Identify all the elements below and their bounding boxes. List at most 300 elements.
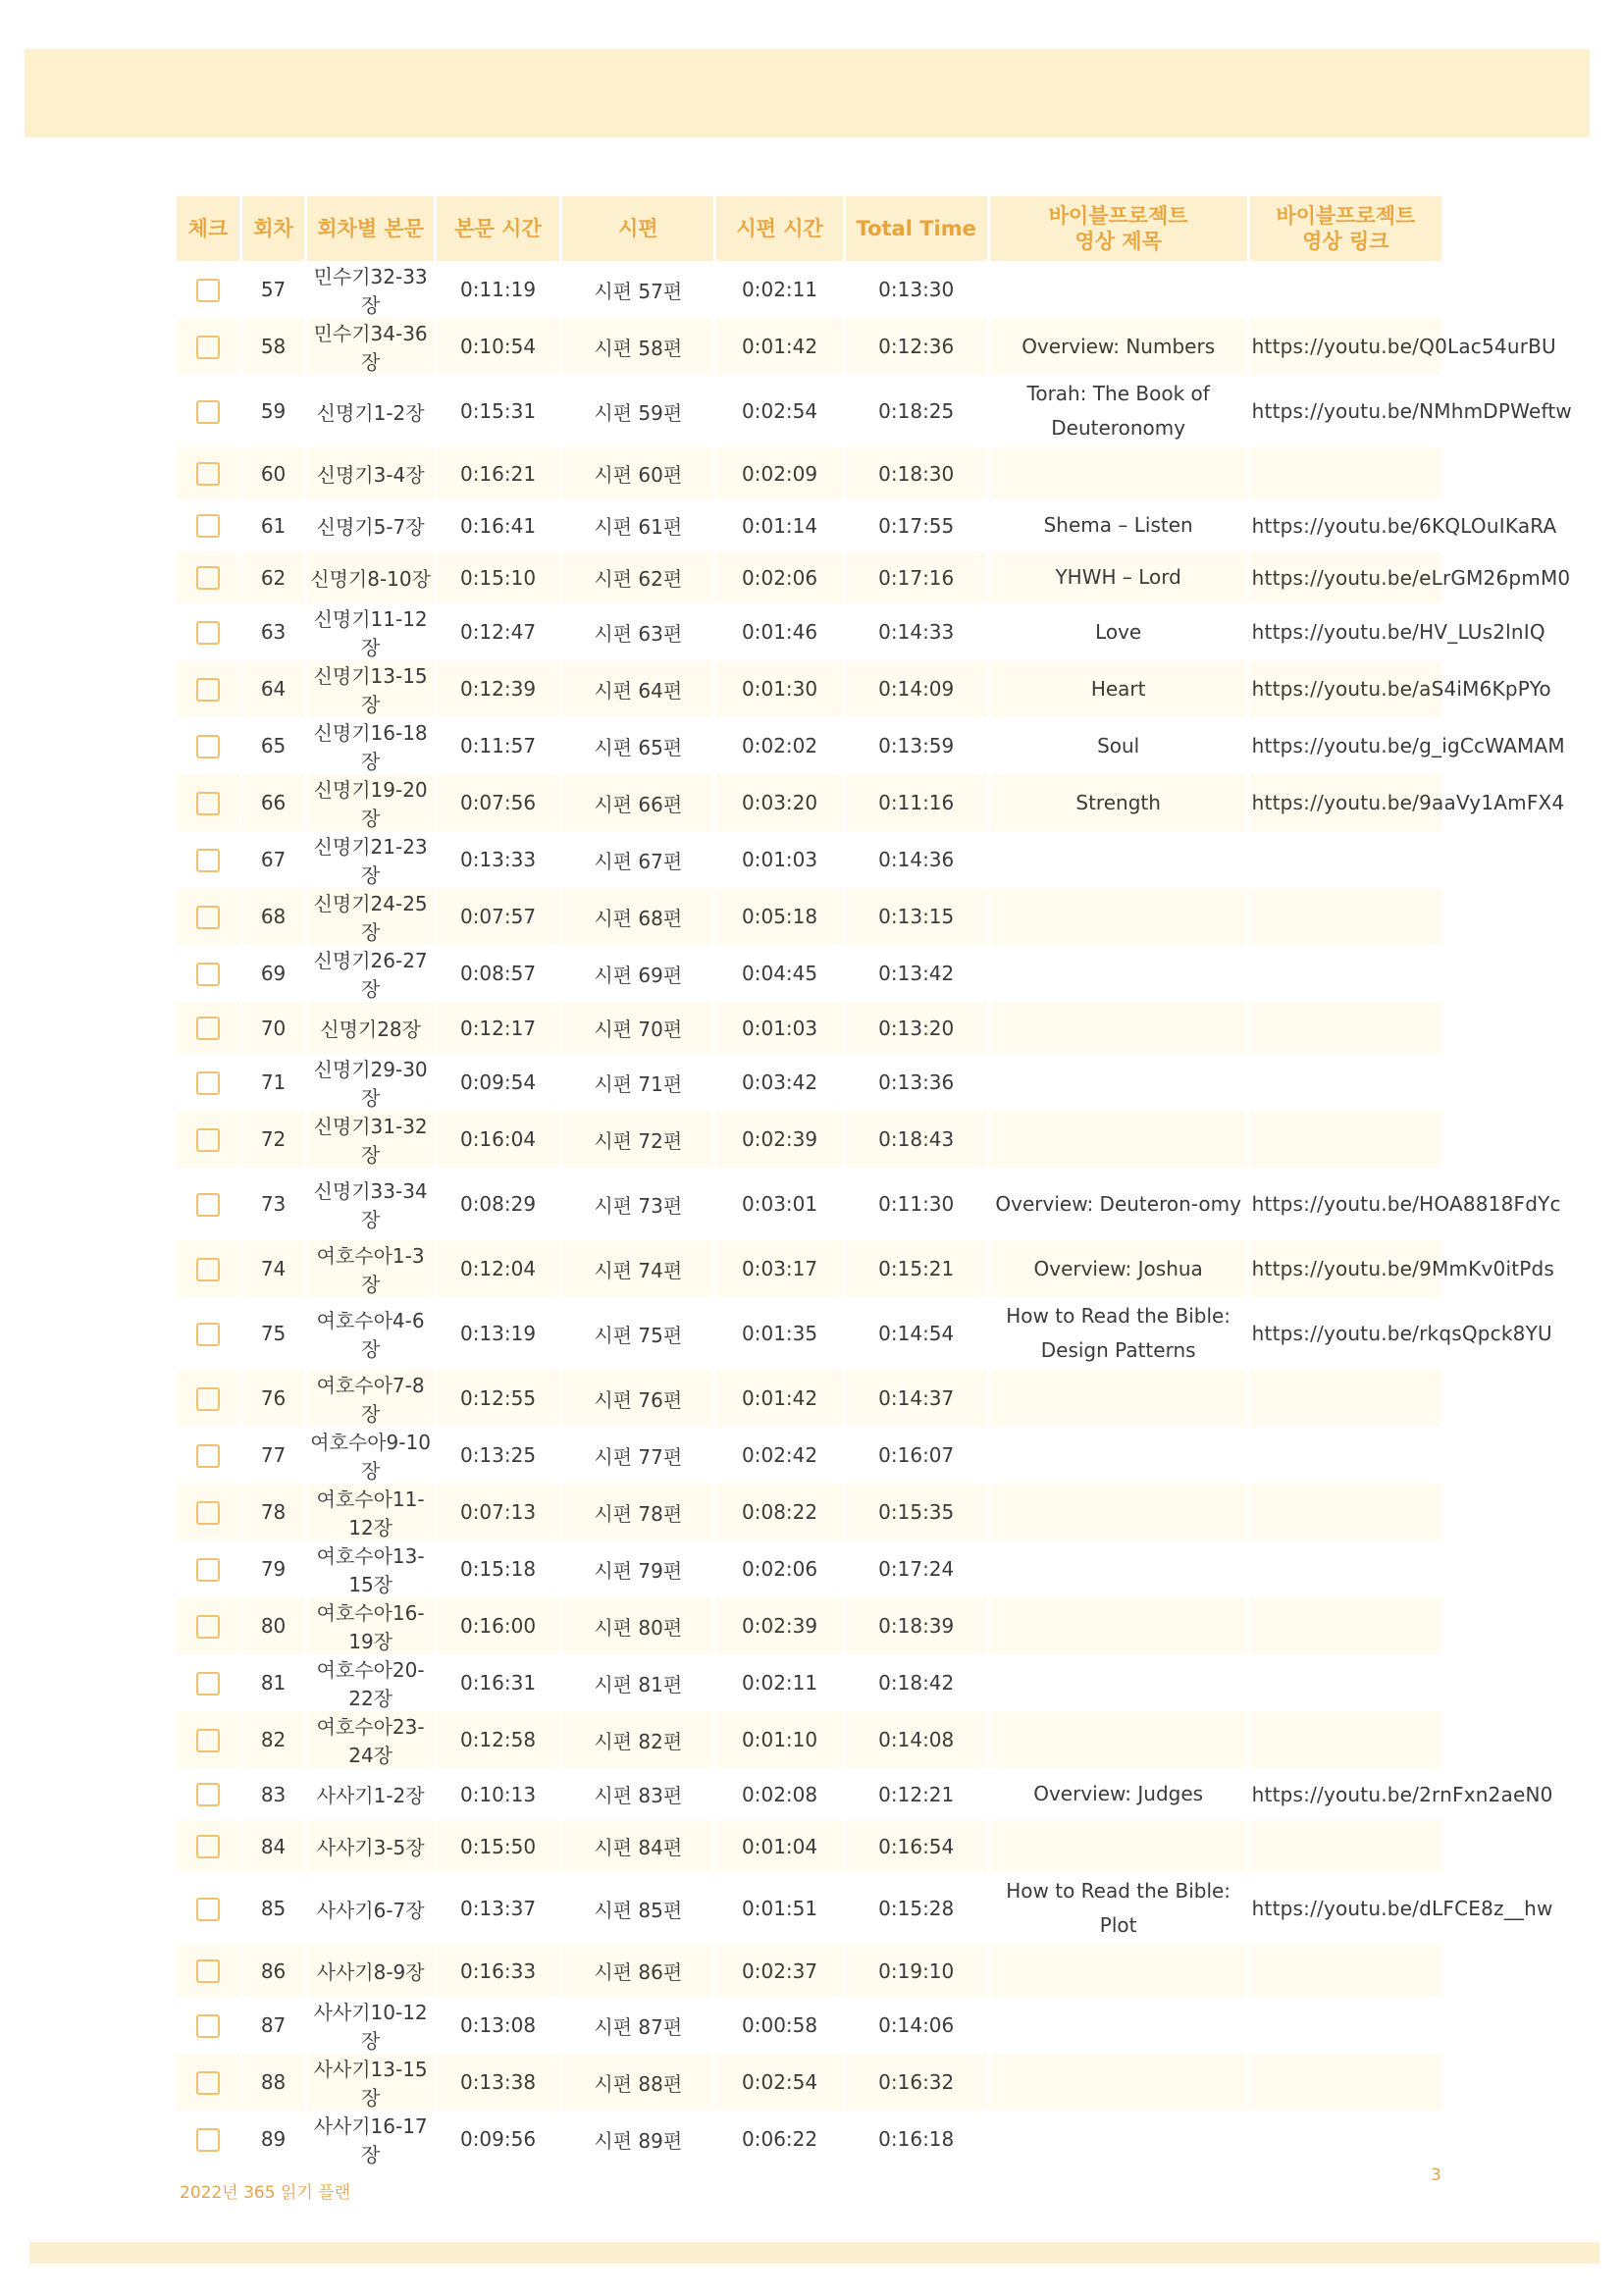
psalm-time-cell: 0:02:54 bbox=[742, 399, 818, 423]
video-link-cell[interactable]: https://youtu.be/rkqsQpck8YU bbox=[1251, 1322, 1552, 1345]
video-title-cell: Overview: Judges bbox=[1033, 1782, 1204, 1805]
psalm-time-cell: 0:01:42 bbox=[716, 1370, 842, 1427]
passage-time-cell: 0:07:57 bbox=[437, 888, 559, 945]
video-link-cell[interactable]: https://youtu.be/2rnFxn2aeN0 bbox=[1251, 1782, 1553, 1806]
header-psalm: 시편 bbox=[562, 196, 713, 261]
passage-time-cell: 0:16:31 bbox=[459, 1671, 537, 1695]
checkbox[interactable] bbox=[196, 400, 220, 424]
passage-cell: 신명기11-12장 bbox=[313, 607, 428, 659]
psalm-time-cell: 0:01:03 bbox=[742, 848, 818, 871]
passage-time-cell: 0:13:38 bbox=[437, 2054, 559, 2111]
psalm-cell: 시편 83편 bbox=[594, 1784, 683, 1807]
psalm-time-cell: 0:02:09 bbox=[716, 447, 842, 499]
passage-cell: 신명기13-15장 bbox=[307, 660, 433, 717]
table-row bbox=[177, 1654, 1441, 1711]
check-cell bbox=[177, 318, 239, 375]
psalm-cell: 시편 61편 bbox=[594, 515, 683, 539]
check-cell bbox=[177, 1054, 239, 1111]
total-time-cell: 0:13:36 bbox=[878, 1070, 955, 1094]
checkbox[interactable] bbox=[196, 1128, 220, 1152]
psalm-cell: 시편 59편 bbox=[594, 400, 683, 425]
video-link-cell[interactable] bbox=[1250, 1597, 1441, 1654]
video-title-cell: Soul bbox=[1097, 733, 1140, 757]
psalm-time-cell: 0:03:17 bbox=[716, 1240, 842, 1297]
check-cell bbox=[177, 1002, 239, 1054]
table-row bbox=[177, 499, 1441, 551]
video-title-cell: How to Read the Bible: Design Patterns bbox=[1006, 1304, 1231, 1362]
video-link-cell[interactable] bbox=[1250, 1945, 1441, 1997]
passage-cell: 신명기26-27장 bbox=[313, 949, 428, 1001]
table-row bbox=[177, 1484, 1441, 1540]
table-body bbox=[177, 261, 1572, 2167]
check-cell bbox=[177, 1997, 239, 2054]
total-time-cell: 0:17:24 bbox=[878, 1557, 955, 1581]
psalm-time-cell: 0:01:51 bbox=[742, 1897, 818, 1920]
header-video-link: 바이블프로젝트 영상 링크 bbox=[1250, 196, 1441, 261]
total-time-cell: 0:16:32 bbox=[846, 2054, 987, 2111]
check-cell bbox=[177, 1370, 239, 1427]
checkbox[interactable] bbox=[196, 2071, 220, 2095]
passage-time-cell: 0:16:21 bbox=[437, 447, 559, 499]
checkbox[interactable] bbox=[196, 2128, 220, 2152]
passage-time-cell: 0:12:39 bbox=[437, 660, 559, 717]
checkbox[interactable] bbox=[196, 792, 220, 815]
header-session: 회차 bbox=[242, 196, 305, 261]
total-time-cell: 0:14:06 bbox=[878, 2013, 955, 2037]
header-passage: 회차별 본문 bbox=[307, 196, 433, 261]
table-row bbox=[177, 1711, 1441, 1768]
session-number: 62 bbox=[242, 551, 305, 603]
check-cell bbox=[177, 1168, 239, 1240]
passage-time-cell: 0:16:04 bbox=[437, 1111, 559, 1168]
video-link-cell[interactable]: https://youtu.be/Q0Lac54urBU bbox=[1250, 318, 1441, 375]
psalm-cell: 시편 86편 bbox=[562, 1945, 713, 1997]
checkbox[interactable] bbox=[196, 1323, 220, 1346]
video-link-cell[interactable]: https://youtu.be/6KQLOuIKaRA bbox=[1251, 513, 1557, 538]
total-time-cell: 0:15:28 bbox=[878, 1897, 955, 1920]
check-cell bbox=[177, 831, 239, 888]
passage-time-cell: 0:08:29 bbox=[459, 1192, 537, 1216]
psalm-cell: 시편 87편 bbox=[594, 2014, 683, 2039]
psalm-cell: 시편 82편 bbox=[562, 1711, 713, 1768]
total-time-cell: 0:15:21 bbox=[846, 1240, 987, 1297]
check-cell bbox=[177, 1540, 239, 1597]
checkbox[interactable] bbox=[196, 1672, 220, 1696]
check-cell bbox=[177, 261, 239, 318]
psalm-time-cell: 0:00:58 bbox=[742, 2013, 818, 2037]
psalm-cell: 시편 62편 bbox=[562, 551, 713, 603]
session-number: 60 bbox=[242, 447, 305, 499]
table-row bbox=[177, 717, 1441, 774]
video-title-cell bbox=[990, 1484, 1247, 1540]
psalm-time-cell: 0:01:30 bbox=[716, 660, 842, 717]
total-time-cell: 0:18:25 bbox=[878, 399, 955, 423]
total-time-cell: 0:13:30 bbox=[878, 278, 955, 301]
session-number: 83 bbox=[260, 1782, 287, 1806]
session-number: 69 bbox=[260, 962, 287, 985]
psalm-cell: 시편 72편 bbox=[562, 1111, 713, 1168]
total-time-cell: 0:12:36 bbox=[846, 318, 987, 375]
video-title-cell bbox=[990, 1945, 1247, 1997]
check-cell bbox=[177, 603, 239, 660]
video-link-cell[interactable] bbox=[1250, 888, 1441, 945]
passage-time-cell: 0:12:58 bbox=[437, 1711, 559, 1768]
psalm-time-cell: 0:02:06 bbox=[716, 551, 842, 603]
video-link-cell[interactable]: https://youtu.be/HOA8818FdYc bbox=[1251, 1192, 1561, 1216]
passage-time-cell: 0:07:56 bbox=[437, 774, 559, 831]
passage-time-cell: 0:07:13 bbox=[437, 1484, 559, 1540]
table-row bbox=[177, 1002, 1441, 1054]
video-link-cell[interactable] bbox=[1250, 1427, 1441, 1484]
table-row bbox=[177, 1370, 1441, 1427]
psalm-time-cell: 0:05:18 bbox=[716, 888, 842, 945]
session-number: 57 bbox=[260, 278, 287, 301]
checkbox[interactable] bbox=[196, 1729, 220, 1752]
video-title-cell: YHWH – Lord bbox=[990, 551, 1247, 603]
passage-time-cell: 0:15:50 bbox=[437, 1820, 559, 1872]
checkbox[interactable] bbox=[196, 2014, 220, 2038]
psalm-time-cell: 0:02:39 bbox=[716, 1111, 842, 1168]
passage-time-cell: 0:08:57 bbox=[459, 962, 537, 985]
passage-time-cell: 0:16:00 bbox=[437, 1597, 559, 1654]
video-title-cell bbox=[990, 1002, 1247, 1054]
psalm-time-cell: 0:08:22 bbox=[716, 1484, 842, 1540]
video-title-cell bbox=[990, 1540, 1247, 1597]
session-number: 71 bbox=[260, 1070, 287, 1094]
video-title-cell bbox=[990, 1654, 1247, 1711]
checkbox[interactable] bbox=[196, 1258, 220, 1281]
video-title-cell bbox=[990, 1427, 1247, 1484]
session-number: 61 bbox=[260, 513, 287, 538]
total-time-cell: 0:18:30 bbox=[846, 447, 987, 499]
psalm-time-cell: 0:04:45 bbox=[742, 962, 818, 985]
video-link-cell[interactable] bbox=[1250, 1654, 1441, 1711]
video-link-cell[interactable] bbox=[1250, 1820, 1441, 1872]
total-time-cell: 0:13:42 bbox=[878, 962, 955, 985]
checkbox[interactable] bbox=[196, 1387, 220, 1411]
psalm-time-cell: 0:03:42 bbox=[742, 1070, 818, 1094]
checkbox[interactable] bbox=[196, 462, 220, 486]
video-link-cell[interactable] bbox=[1250, 1997, 1441, 2054]
video-title-cell bbox=[990, 447, 1247, 499]
video-title-cell bbox=[990, 2111, 1247, 2167]
passage-cell: 민수기34-36장 bbox=[307, 318, 433, 375]
psalm-time-cell: 0:02:37 bbox=[716, 1945, 842, 1997]
video-link-cell[interactable] bbox=[1250, 2054, 1441, 2111]
psalm-cell: 시편 57편 bbox=[594, 279, 683, 303]
checkbox[interactable] bbox=[196, 1017, 220, 1040]
total-time-cell: 0:13:15 bbox=[846, 888, 987, 945]
video-link-cell[interactable]: https://youtu.be/9MmKv0itPds bbox=[1250, 1240, 1441, 1297]
video-link-cell[interactable]: https://youtu.be/HV_LUs2lnIQ bbox=[1251, 620, 1545, 644]
video-title-cell: Torah: The Book of Deuteronomy bbox=[1026, 382, 1210, 440]
psalm-cell: 시편 79편 bbox=[594, 1558, 683, 1583]
session-number: 88 bbox=[242, 2054, 305, 2111]
psalm-cell: 시편 71편 bbox=[594, 1071, 683, 1096]
video-title-cell bbox=[990, 2054, 1247, 2111]
table-row bbox=[177, 1597, 1441, 1654]
table-row bbox=[177, 1945, 1441, 1997]
header-psalm-time: 시편 시간 bbox=[716, 196, 842, 261]
session-number: 73 bbox=[260, 1192, 287, 1216]
video-title-cell: Overview: Deuteron-omy bbox=[995, 1191, 1241, 1216]
psalm-cell: 시편 58편 bbox=[562, 318, 713, 375]
psalm-time-cell: 0:02:06 bbox=[742, 1557, 818, 1581]
passage-time-cell: 0:09:56 bbox=[459, 2127, 537, 2151]
check-cell bbox=[177, 774, 239, 831]
total-time-cell: 0:11:30 bbox=[878, 1192, 955, 1216]
video-link-cell[interactable] bbox=[1250, 1540, 1441, 1597]
check-cell bbox=[177, 2054, 239, 2111]
video-link-cell[interactable] bbox=[1250, 2111, 1441, 2167]
passage-time-cell: 0:16:33 bbox=[437, 1945, 559, 1997]
video-title-cell bbox=[990, 1111, 1247, 1168]
video-title-cell bbox=[990, 261, 1247, 318]
passage-cell: 여호수아9-10장 bbox=[310, 1431, 431, 1483]
checkbox[interactable] bbox=[196, 906, 220, 929]
session-number: 59 bbox=[260, 399, 287, 423]
session-number: 81 bbox=[260, 1671, 287, 1695]
table-row bbox=[177, 1111, 1441, 1168]
passage-time-cell: 0:12:55 bbox=[437, 1370, 559, 1427]
checkbox[interactable] bbox=[196, 1615, 220, 1639]
session-number: 67 bbox=[260, 848, 287, 871]
video-link-cell[interactable] bbox=[1250, 945, 1441, 1002]
passage-cell: 신명기33-34장 bbox=[313, 1179, 428, 1231]
check-cell bbox=[177, 1768, 239, 1820]
checkbox[interactable] bbox=[196, 735, 220, 758]
passage-cell: 민수기32-33장 bbox=[313, 265, 428, 317]
video-title-cell bbox=[990, 1820, 1247, 1872]
checkbox[interactable] bbox=[196, 1959, 220, 1983]
psalm-time-cell: 0:01:10 bbox=[716, 1711, 842, 1768]
passage-cell: 사사기8-9장 bbox=[307, 1945, 433, 1997]
passage-time-cell: 0:16:41 bbox=[459, 513, 537, 538]
psalm-time-cell: 0:02:54 bbox=[716, 2054, 842, 2111]
table-row bbox=[177, 660, 1441, 717]
passage-cell: 여호수아11-12장 bbox=[307, 1484, 433, 1540]
video-link-cell[interactable]: https://youtu.be/NMhmDPWeftw bbox=[1251, 399, 1572, 423]
psalm-cell: 시편 88편 bbox=[562, 2054, 713, 2111]
passage-time-cell: 0:09:54 bbox=[459, 1070, 537, 1094]
table-row bbox=[177, 831, 1441, 888]
video-link-cell[interactable] bbox=[1250, 1111, 1441, 1168]
top-decorative-band bbox=[25, 49, 1590, 137]
total-time-cell: 0:18:39 bbox=[846, 1597, 987, 1654]
psalm-cell: 시편 89편 bbox=[594, 2128, 683, 2153]
passage-cell: 신명기31-32장 bbox=[307, 1111, 433, 1168]
total-time-cell: 0:11:16 bbox=[846, 774, 987, 831]
psalm-time-cell: 0:02:11 bbox=[742, 1671, 818, 1695]
checkbox[interactable] bbox=[196, 1071, 220, 1095]
psalm-time-cell: 0:01:46 bbox=[742, 620, 818, 644]
psalm-cell: 시편 70편 bbox=[562, 1002, 713, 1054]
psalm-time-cell: 0:02:42 bbox=[742, 1443, 818, 1467]
check-cell bbox=[177, 1654, 239, 1711]
passage-cell: 신명기16-18장 bbox=[313, 721, 428, 773]
check-cell bbox=[177, 717, 239, 774]
checkbox[interactable] bbox=[196, 963, 220, 986]
passage-time-cell: 0:10:13 bbox=[459, 1782, 537, 1806]
check-cell bbox=[177, 888, 239, 945]
table-row bbox=[177, 1297, 1441, 1370]
session-number: 68 bbox=[242, 888, 305, 945]
video-link-cell[interactable]: https://youtu.be/g_igCcWAMAM bbox=[1251, 734, 1565, 757]
psalm-cell: 시편 78편 bbox=[562, 1484, 713, 1540]
session-number: 89 bbox=[260, 2127, 287, 2151]
video-link-cell[interactable] bbox=[1250, 831, 1441, 888]
total-time-cell: 0:16:07 bbox=[878, 1443, 955, 1467]
video-link-cell[interactable] bbox=[1250, 1002, 1441, 1054]
reading-plan-table bbox=[174, 196, 1572, 2167]
session-number: 77 bbox=[260, 1443, 287, 1467]
video-link-cell[interactable] bbox=[1250, 1054, 1441, 1111]
table-row bbox=[177, 447, 1441, 499]
psalm-cell: 시편 69편 bbox=[594, 963, 683, 987]
table-row bbox=[177, 1054, 1441, 1111]
psalm-time-cell: 0:01:42 bbox=[716, 318, 842, 375]
passage-cell: 사사기13-15장 bbox=[307, 2054, 433, 2111]
video-title-cell bbox=[990, 1711, 1247, 1768]
table-row bbox=[177, 2111, 1441, 2167]
total-time-cell: 0:14:09 bbox=[846, 660, 987, 717]
check-cell bbox=[177, 1820, 239, 1872]
header-video-title: 바이블프로젝트 영상 제목 bbox=[990, 196, 1247, 261]
table-row bbox=[177, 774, 1441, 831]
table-row bbox=[177, 261, 1441, 318]
total-time-cell: 0:14:54 bbox=[878, 1322, 955, 1345]
check-cell bbox=[177, 1427, 239, 1484]
checkbox[interactable] bbox=[196, 1835, 220, 1858]
check-cell bbox=[177, 1945, 239, 1997]
checkbox[interactable] bbox=[196, 621, 220, 645]
total-time-cell: 0:14:36 bbox=[878, 848, 955, 871]
session-number: 86 bbox=[242, 1945, 305, 1997]
video-link-cell[interactable] bbox=[1250, 1484, 1441, 1540]
passage-time-cell: 0:13:37 bbox=[459, 1897, 537, 1920]
table-row bbox=[177, 1872, 1441, 1945]
video-title-cell: Overview: Numbers bbox=[990, 318, 1247, 375]
video-title-cell bbox=[990, 1997, 1247, 2054]
video-title-cell bbox=[990, 1597, 1247, 1654]
session-number: 87 bbox=[260, 2013, 287, 2037]
total-time-cell: 0:17:16 bbox=[846, 551, 987, 603]
checkbox[interactable] bbox=[196, 566, 220, 590]
psalm-cell: 시편 63편 bbox=[594, 621, 683, 646]
video-link-cell[interactable]: https://youtu.be/9aaVy1AmFX4 bbox=[1250, 774, 1441, 831]
checkbox[interactable] bbox=[196, 849, 220, 872]
checkbox[interactable] bbox=[196, 279, 220, 302]
passage-cell: 사사기3-5장 bbox=[307, 1820, 433, 1872]
checkbox[interactable] bbox=[196, 336, 220, 359]
passage-cell: 신명기3-4장 bbox=[307, 447, 433, 499]
video-title-cell: Strength bbox=[990, 774, 1247, 831]
check-cell bbox=[177, 660, 239, 717]
passage-time-cell: 0:12:47 bbox=[459, 620, 537, 644]
video-link-cell[interactable] bbox=[1250, 261, 1441, 318]
checkbox[interactable] bbox=[196, 1444, 220, 1468]
video-link-cell[interactable]: https://youtu.be/aS4iM6KpPYo bbox=[1250, 660, 1441, 717]
video-link-cell[interactable]: https://youtu.be/dLFCE8z__hw bbox=[1251, 1897, 1553, 1920]
passage-cell: 신명기24-25장 bbox=[307, 888, 433, 945]
check-cell bbox=[177, 375, 239, 447]
check-cell bbox=[177, 945, 239, 1002]
check-cell bbox=[177, 1240, 239, 1297]
psalm-time-cell: 0:03:01 bbox=[742, 1192, 818, 1216]
session-number: 63 bbox=[260, 620, 287, 644]
passage-time-cell: 0:12:04 bbox=[437, 1240, 559, 1297]
checkbox[interactable] bbox=[196, 678, 220, 702]
psalm-time-cell: 0:06:22 bbox=[742, 2127, 818, 2151]
video-title-cell: Overview: Joshua bbox=[990, 1240, 1247, 1297]
psalm-cell: 시편 67편 bbox=[594, 849, 683, 873]
table-header-row bbox=[177, 196, 1441, 261]
table-row bbox=[177, 945, 1441, 1002]
session-number: 70 bbox=[242, 1002, 305, 1054]
total-time-cell: 0:14:37 bbox=[846, 1370, 987, 1427]
video-title-cell: How to Read the Bible: Plot bbox=[1006, 1879, 1231, 1937]
psalm-time-cell: 0:02:08 bbox=[742, 1782, 818, 1806]
check-cell bbox=[177, 1111, 239, 1168]
psalm-time-cell: 0:01:03 bbox=[716, 1002, 842, 1054]
table-row bbox=[177, 551, 1441, 603]
passage-cell: 신명기1-2장 bbox=[316, 400, 425, 425]
session-number: 65 bbox=[260, 734, 287, 757]
video-title-cell bbox=[990, 888, 1247, 945]
passage-cell: 여호수아23-24장 bbox=[307, 1711, 433, 1768]
table-row bbox=[177, 888, 1441, 945]
checkbox[interactable] bbox=[196, 1783, 220, 1806]
check-cell bbox=[177, 1484, 239, 1540]
video-link-cell[interactable] bbox=[1250, 447, 1441, 499]
passage-time-cell: 0:15:31 bbox=[459, 399, 537, 423]
video-link-cell[interactable] bbox=[1250, 1711, 1441, 1768]
video-title-cell bbox=[990, 945, 1247, 1002]
table-row bbox=[177, 603, 1441, 660]
session-number: 79 bbox=[260, 1557, 287, 1581]
video-link-cell[interactable] bbox=[1250, 1370, 1441, 1427]
psalm-cell: 시편 84편 bbox=[562, 1820, 713, 1872]
passage-time-cell: 0:13:33 bbox=[459, 848, 537, 871]
psalm-cell: 시편 74편 bbox=[562, 1240, 713, 1297]
passage-cell: 신명기19-20장 bbox=[307, 774, 433, 831]
checkbox[interactable] bbox=[196, 1193, 220, 1217]
passage-cell: 사사기16-17장 bbox=[313, 2114, 428, 2166]
checkbox[interactable] bbox=[196, 514, 220, 538]
video-link-cell[interactable]: https://youtu.be/eLrGM26pmM0 bbox=[1250, 551, 1441, 603]
checkbox[interactable] bbox=[196, 1558, 220, 1582]
check-cell bbox=[177, 1872, 239, 1945]
page-number: 3 bbox=[1431, 2166, 1441, 2185]
footer-plan-title: 2022년 365 읽기 플랜 bbox=[180, 2183, 351, 2203]
checkbox[interactable] bbox=[196, 1898, 220, 1921]
psalm-cell: 시편 68편 bbox=[562, 888, 713, 945]
passage-time-cell: 0:15:18 bbox=[459, 1557, 537, 1581]
total-time-cell: 0:17:55 bbox=[878, 513, 955, 538]
psalm-cell: 시편 81편 bbox=[594, 1672, 683, 1696]
check-cell bbox=[177, 551, 239, 603]
psalm-cell: 시편 80편 bbox=[562, 1597, 713, 1654]
session-number: 75 bbox=[260, 1322, 287, 1345]
checkbox[interactable] bbox=[196, 1501, 220, 1525]
passage-cell: 여호수아16-19장 bbox=[307, 1597, 433, 1654]
total-time-cell: 0:14:08 bbox=[846, 1711, 987, 1768]
psalm-time-cell: 0:02:02 bbox=[742, 734, 818, 757]
psalm-time-cell: 0:01:04 bbox=[716, 1820, 842, 1872]
psalm-cell: 시편 73편 bbox=[594, 1193, 683, 1218]
check-cell bbox=[177, 1711, 239, 1768]
check-cell bbox=[177, 1597, 239, 1654]
